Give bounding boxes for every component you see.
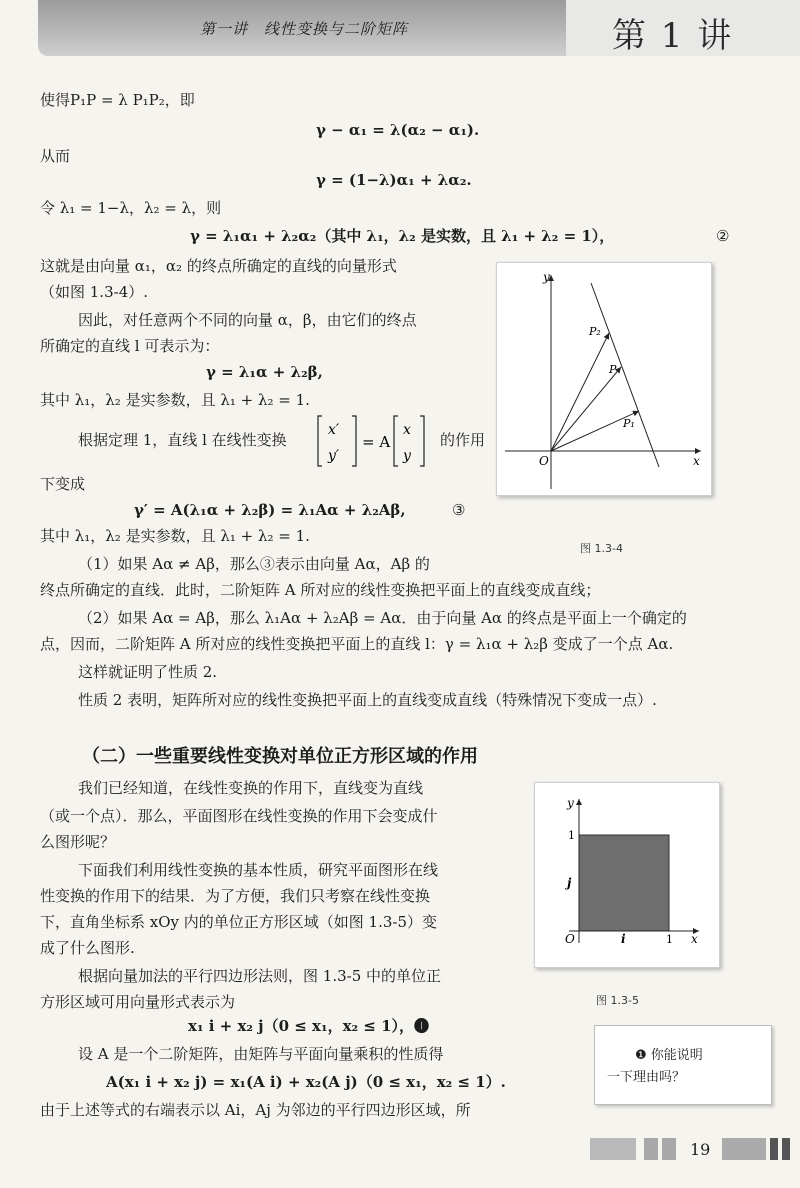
matrix-entry: x′	[328, 422, 340, 438]
text-line: 下变成	[40, 475, 86, 493]
side-note-line: 一下理由吗？	[607, 1070, 686, 1085]
footer-bar	[644, 1138, 658, 1160]
text-line: 的作用	[440, 431, 486, 449]
equation: γ − α₁ = λ(α₂ − α₁).	[316, 121, 480, 139]
figure-1-3-4-plot	[497, 263, 711, 495]
equation-number: ③	[452, 501, 466, 519]
text-line: 这就是由向量 α₁，α₂ 的终点所确定的直线的向量形式	[40, 257, 397, 275]
text-line: 成了什么图形.	[40, 939, 135, 957]
y-axis-label: y	[543, 270, 550, 284]
page-number: 19	[690, 1140, 711, 1159]
matrix-entry: x	[403, 422, 411, 438]
side-note-line: ❶ 你能说明	[635, 1048, 703, 1063]
text-line: 下面我们利用线性变换的基本性质，研究平面图形在线	[78, 861, 439, 879]
text-line: 根据定理 1，直线 l 在线性变换	[78, 431, 287, 449]
tick-label-y: 1	[568, 829, 575, 842]
equation: γ = (1−λ)α₁ + λα₂.	[316, 171, 472, 189]
x-axis-label: x	[691, 932, 698, 946]
text-line: 设 A 是一个二阶矩阵，由矩阵与平面向量乘积的性质得	[78, 1045, 444, 1063]
text-line: 使得P₁P = λ P₁P₂，即	[40, 91, 195, 109]
point-p-label: P	[609, 363, 617, 376]
text-line: 根据向量加法的平行四边形法则，图 1.3-5 中的单位正	[78, 967, 442, 985]
text-line: 所确定的直线 l 可表示为：	[40, 337, 220, 355]
footer-bar	[590, 1138, 636, 1160]
text-line: 性质 2 表明，矩阵所对应的线性变换把平面上的直线变成直线（特殊情况下变成一点）.	[78, 691, 657, 709]
line-l	[591, 283, 659, 467]
chapter-title: 第一讲 线性变换与二阶矩阵	[200, 20, 409, 38]
point-p2-label: P₂	[589, 325, 601, 338]
text-line: 令 λ₁ = 1−λ，λ₂ = λ，则	[40, 199, 222, 217]
text-line: 这样就证明了性质 2.	[78, 663, 218, 681]
matrix-equals: = A	[362, 433, 391, 451]
figure-1-3-4	[496, 262, 712, 496]
section-heading: （二）一些重要线性变换对单位正方形区域的作用	[82, 746, 478, 767]
point-p1-label: P₁	[623, 417, 635, 430]
text-line: 终点所确定的直线．此时，二阶矩阵 A 所对应的线性变换把平面上的直线变成直线；	[40, 581, 601, 599]
text-line: 因此，对任意两个不同的向量 α，β，由它们的终点	[78, 311, 417, 329]
tick-label-x: 1	[666, 933, 673, 946]
text-line: 下，直角坐标系 xOy 内的单位正方形区域（如图 1.3-5）变	[40, 913, 438, 931]
text-line: 由于上述等式的右端表示以 Ai，Aj 为邻边的平行四边形区域，所	[40, 1101, 471, 1119]
footer-bar	[722, 1138, 766, 1160]
origin-label: O	[539, 454, 549, 468]
unit-square-region	[579, 835, 669, 931]
equation: γ′ = A(λ₁α + λ₂β) = λ₁Aα + λ₂Aβ,	[134, 501, 406, 519]
y-axis-label: y	[567, 796, 574, 810]
text-line: （或一个点）．那么，平面图形在线性变换的作用下会变成什	[40, 807, 438, 825]
side-note	[594, 1025, 772, 1105]
text-line: 我们已经知道，在线性变换的作用下，直线变为直线	[78, 779, 424, 797]
text-line: 点，因而，二阶矩阵 A 所对应的线性变换把平面上的直线 l：γ = λ₁α + λ₂β 变成了一个点 Aα.	[40, 635, 674, 653]
vector-j-label: j	[567, 876, 572, 890]
matrix-entry: y′	[328, 448, 340, 464]
footer-bar	[770, 1138, 778, 1160]
equation: γ = λ₁α + λ₂β,	[206, 363, 323, 381]
matrix-expression	[316, 412, 436, 470]
equation: γ = λ₁α₁ + λ₂α₂（其中 λ₁，λ₂ 是实数，且 λ₁ + λ₂ = 1），	[190, 227, 615, 245]
equation: x₁ i + x₂ j（0 ≤ x₁，x₂ ≤ 1），❶	[188, 1017, 430, 1035]
matrix-entry: y	[403, 448, 411, 464]
figure-1-3-5-caption: 图 1.3-5	[596, 994, 639, 1007]
equation-number: ②	[716, 227, 730, 245]
text-line: 方形区域可用向量形式表示为	[40, 993, 236, 1011]
footer-bar	[782, 1138, 790, 1160]
text-line: 从而	[40, 147, 71, 165]
figure-1-3-5-plot	[535, 783, 719, 967]
x-axis-label: x	[693, 454, 700, 468]
text-line: （1）如果 Aα ≠ Aβ，那么③表示由向量 Aα，Aβ 的	[78, 555, 430, 573]
footer-bar	[662, 1138, 676, 1160]
lecture-tab-label: 第 1 讲	[612, 16, 734, 56]
origin-label: O	[565, 932, 575, 946]
figure-1-3-5	[534, 782, 720, 968]
text-line: 其中 λ₁，λ₂ 是实参数，且 λ₁ + λ₂ = 1.	[40, 527, 310, 545]
text-line: 其中 λ₁，λ₂ 是实参数，且 λ₁ + λ₂ = 1.	[40, 391, 310, 409]
text-line: 么图形呢？	[40, 833, 116, 851]
text-line: （2）如果 Aα = Aβ，那么 λ₁Aα + λ₂Aβ = Aα．由于向量 Aα 的终点是平面上一个确定的	[78, 609, 687, 627]
text-line: （如图 1.3-4）.	[40, 283, 149, 301]
text-line: 性变换的作用下的结果．为了方便，我们只考察在线性变换	[40, 887, 431, 905]
figure-1-3-4-caption: 图 1.3-4	[580, 542, 623, 555]
vector-i-label: i	[621, 932, 626, 946]
equation: A(x₁ i + x₂ j) = x₁(A i) + x₂(A j)（0 ≤ x₁，x₂ ≤ 1）.	[106, 1073, 506, 1091]
